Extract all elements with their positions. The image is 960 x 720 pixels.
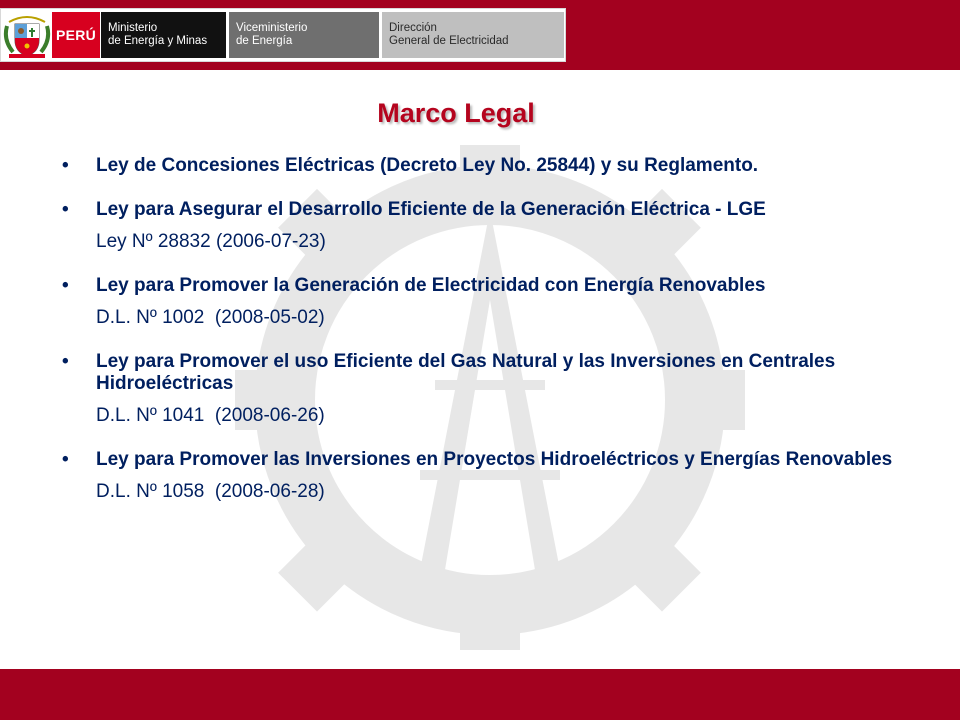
bullet: • [62,155,69,176]
item-title: Ley para Promover la Generación de Electricidad con Energía Renovables [96,275,766,296]
item-title: Ley para Promover el uso Eficiente del Gas Natural y las Inversiones en Centrales Hidroeléctricas [96,351,836,394]
item-reference: D.L. Nº 1041 (2008-06-26) [96,405,325,426]
item-reference: D.L. Nº 1002 (2008-05-02) [96,307,325,328]
item-title: Ley de Concesiones Eléctricas (Decreto Ley No. 25844) y su Reglamento. [96,155,759,176]
vice-ministry-box [229,12,379,58]
ministry-line-2: de Energía y Minas [108,35,208,47]
ministry-box [101,12,226,58]
list-item-lge-law [62,199,912,253]
coat-of-arms-icon [3,10,51,60]
direction-box [382,12,564,58]
item-reference: D.L. Nº 1058 (2008-06-28) [96,481,325,502]
legal-framework-list [62,155,912,525]
peru-label: PERÚ [52,12,100,58]
list-item-renewable-generation-law [62,275,912,329]
bullet: • [62,449,69,470]
item-title: Ley para Promover las Inversiones en Proyectos Hidroeléctricos y Energías Renovables [96,449,893,470]
bullet: • [62,351,69,372]
direction-line-2: General de Electricidad [389,35,509,47]
institution-logo-strip [0,8,566,62]
item-title: Ley para Asegurar el Desarrollo Eficiente de la Generación Eléctrica - LGE [96,199,766,220]
ministry-line-1: Ministerio [108,22,158,34]
item-reference: Ley Nº 28832 (2006-07-23) [96,231,326,252]
direction-line-1: Dirección [389,22,437,34]
vice-ministry-line-1: Viceministerio [236,22,308,34]
vice-ministry-line-2: de Energía [236,35,293,47]
bullet: • [62,199,69,220]
list-item-concessions-law [62,155,912,177]
bullet: • [62,275,69,296]
slide-title: Marco Legal [377,98,535,128]
bottom-band [0,669,960,720]
list-item-natural-gas-law [62,351,912,427]
list-item-hydro-investment-law [62,449,912,503]
